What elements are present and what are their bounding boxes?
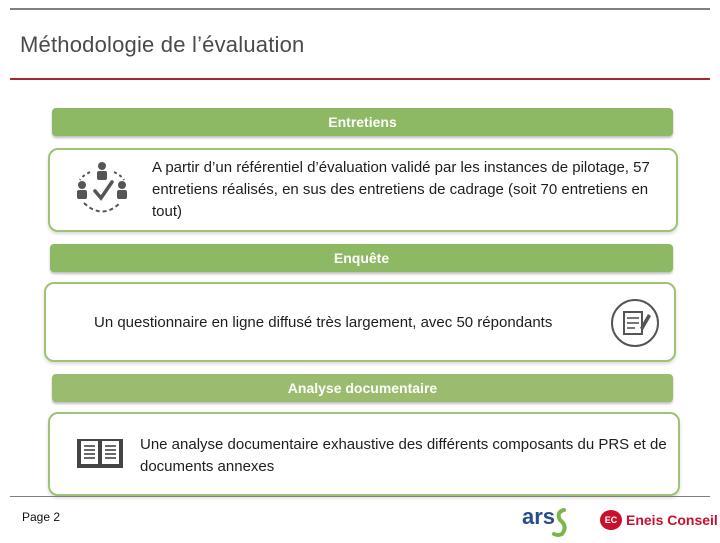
section-card-entretiens (48, 148, 678, 232)
ars-logo (520, 502, 580, 543)
section-card-enquete (44, 282, 676, 362)
top-rule (10, 8, 710, 10)
survey-checklist-icon (610, 298, 660, 355)
title-underline (10, 78, 710, 80)
section-heading-enquete: Enquête (50, 244, 673, 272)
section-text-enquete: Un questionnaire en ligne diffusé très largement, avec 50 répondants (94, 314, 553, 331)
section-heading-entretiens: Entretiens (52, 108, 673, 136)
eneis-logo (600, 510, 718, 530)
section-heading-analyse: Analyse documentaire (52, 374, 673, 402)
svg-text:ars: ars (522, 504, 556, 529)
eneis-badge: EC (600, 510, 622, 530)
section-text-analyse: Une analyse documentaire exhaustive des différents composants du PRS et de documents annexes (140, 436, 667, 475)
section-card-analyse (48, 412, 680, 496)
page-title: Méthodologie de l’évaluation (20, 32, 305, 57)
eneis-wordmark: Eneis Conseil (626, 512, 718, 528)
page-number: Page 2 (22, 510, 61, 524)
interviews-icon (72, 158, 132, 225)
footer-rule (10, 496, 710, 497)
section-text-entretiens: A partir d’un référentiel d’évaluation validé par les instances de pilotage, 57 entretiens réalisés, en sus des entretiens de cadrage (soit 70 entretiens en tout) (152, 159, 650, 220)
open-book-icon (76, 436, 124, 477)
